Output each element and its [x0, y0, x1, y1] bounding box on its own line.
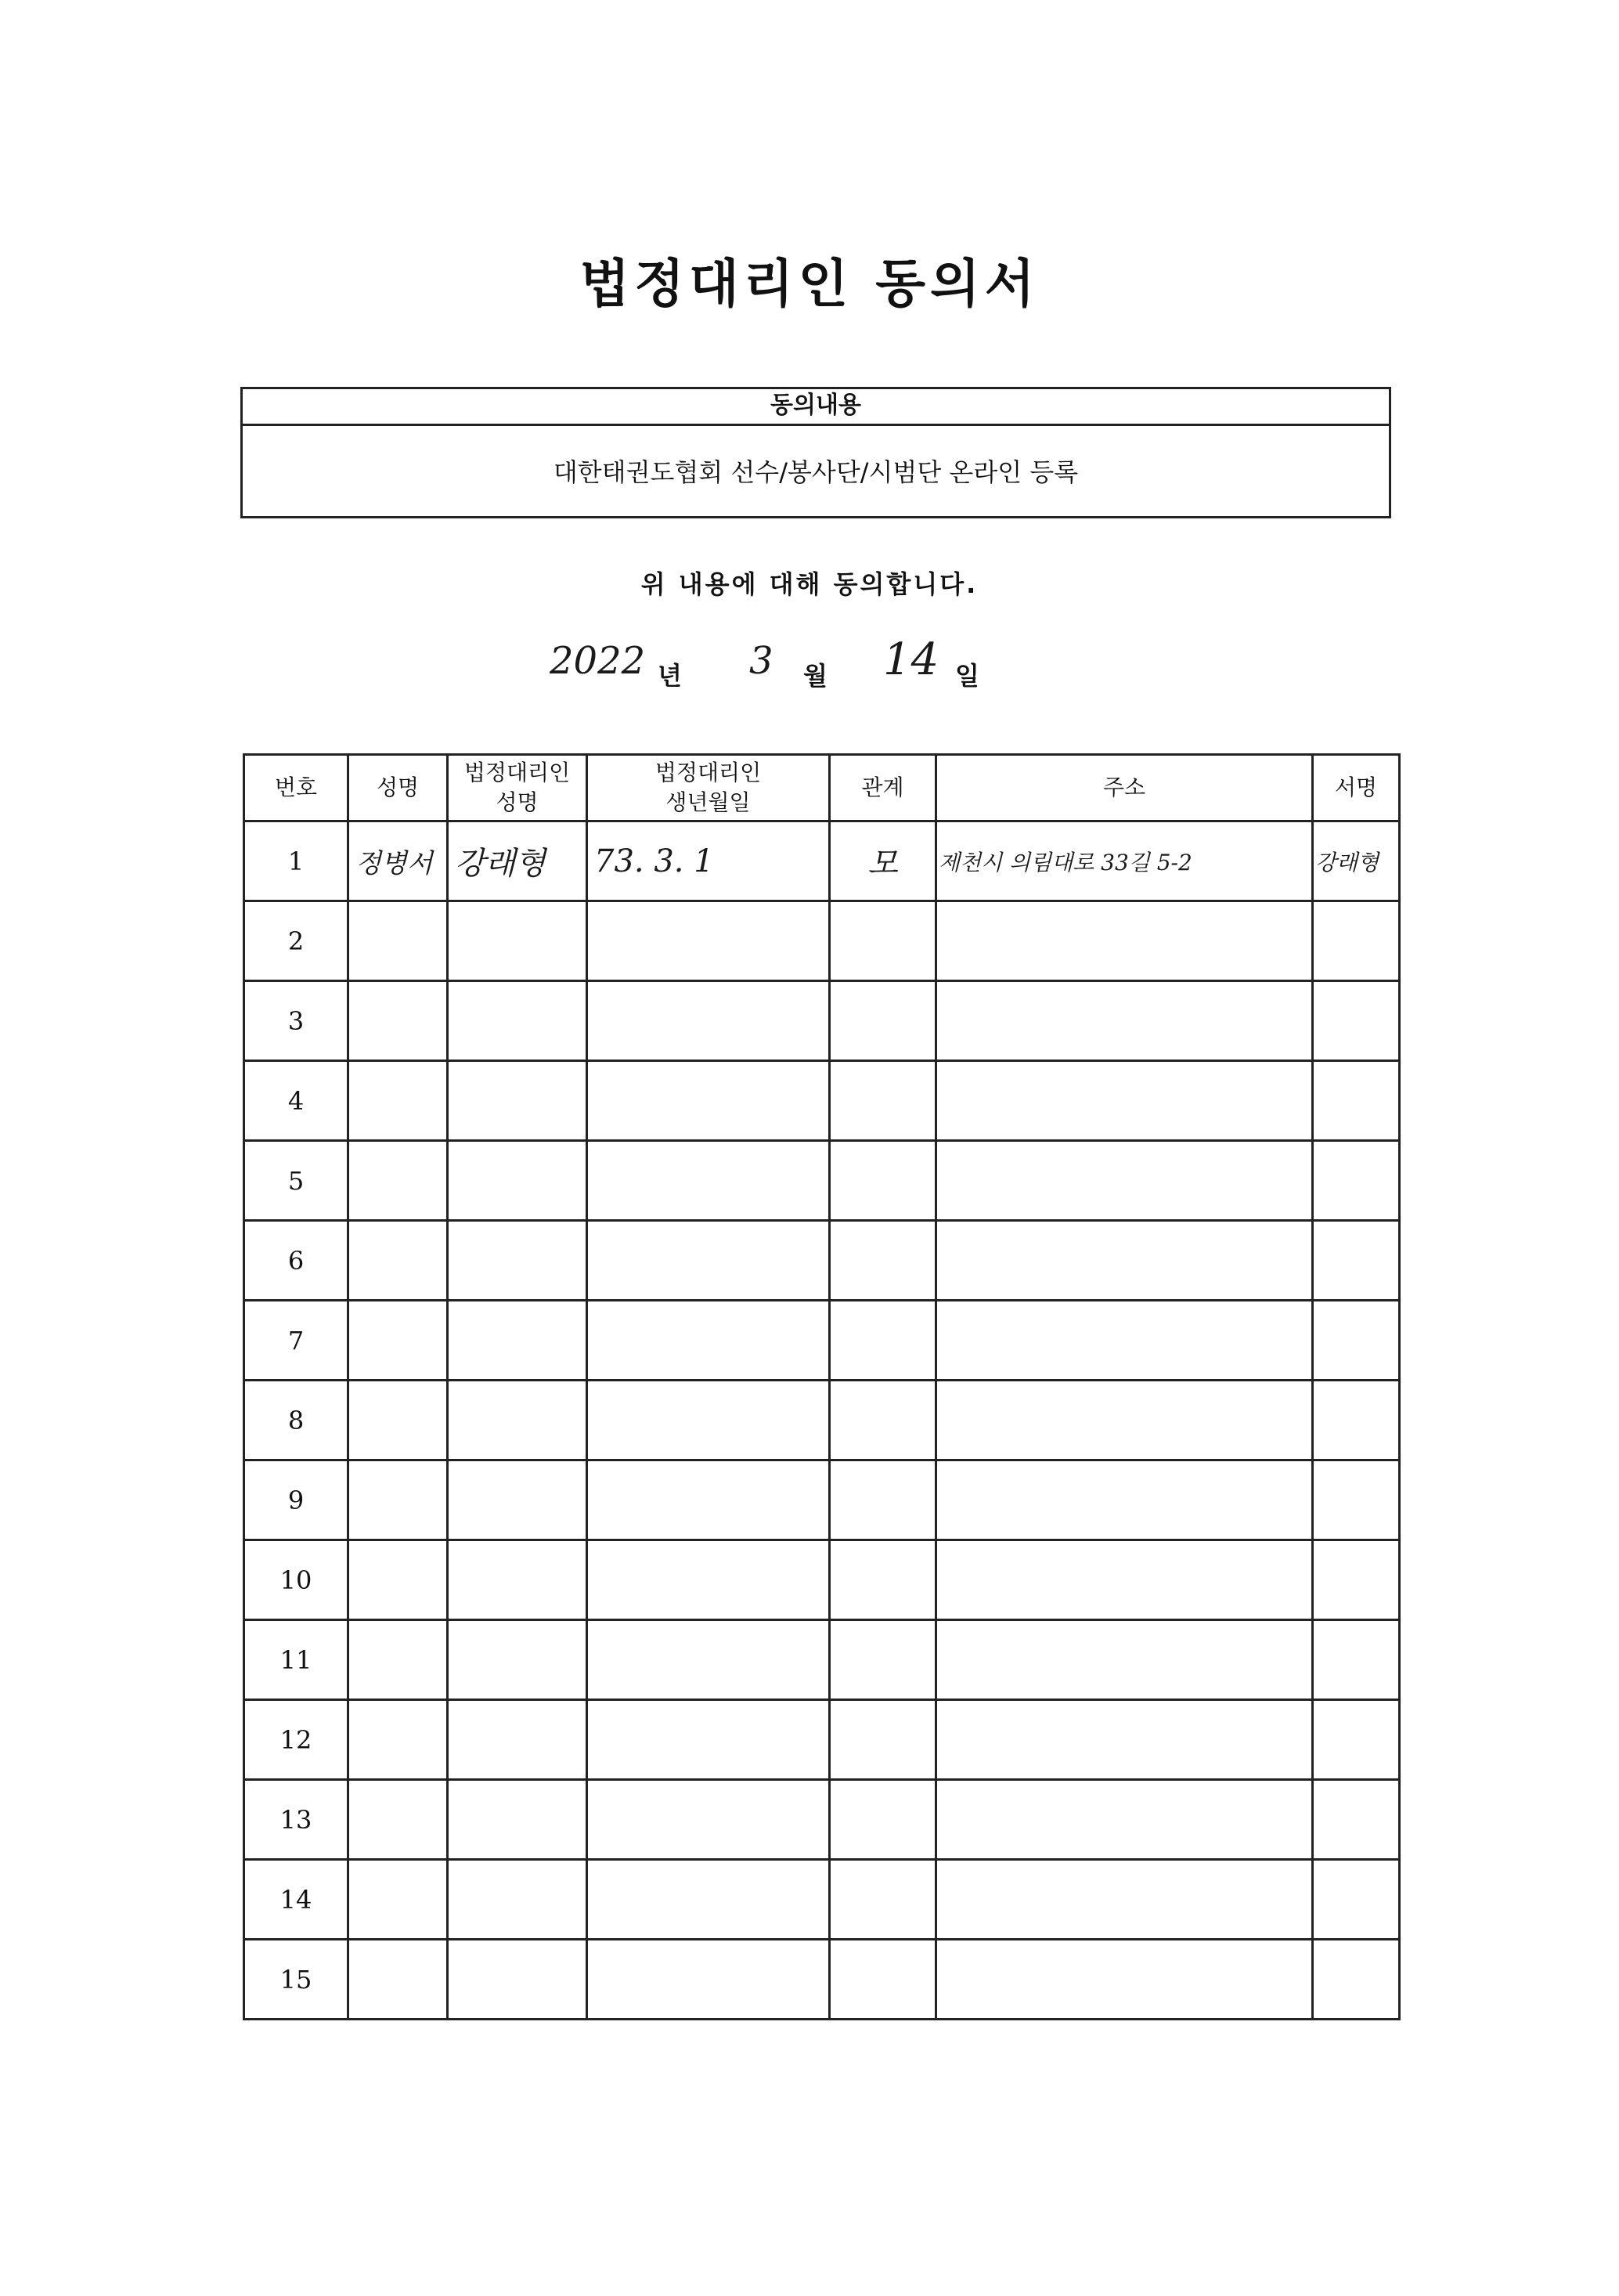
cell-signature — [1313, 1940, 1400, 2020]
cell-name — [348, 1301, 448, 1381]
cell-name — [348, 1221, 448, 1301]
cell-address — [936, 1061, 1313, 1141]
cell-address: 제천시 의림대로 33길 5-2 — [936, 821, 1313, 901]
page-title: 법정대리인 동의서 — [579, 254, 1040, 314]
cell-name — [348, 1460, 448, 1540]
cell-relation — [830, 1540, 936, 1620]
date-row — [532, 634, 1080, 697]
cell-name — [348, 1700, 448, 1780]
cell-guardian-name — [448, 1780, 587, 1860]
header-guardian-name: 법정대리인 성명 — [448, 755, 587, 821]
cell-address — [936, 1620, 1313, 1700]
table-row — [244, 1381, 1400, 1460]
cell-relation — [830, 1460, 936, 1540]
cell-address — [936, 1301, 1313, 1381]
date-day-unit: 일 — [955, 661, 979, 691]
cell-guardian-name — [448, 1221, 587, 1301]
cell-address — [936, 1540, 1313, 1620]
cell-name — [348, 901, 448, 981]
cell-name: 정병서 — [348, 821, 448, 901]
cell-name — [348, 1940, 448, 2020]
cell-name — [348, 1780, 448, 1860]
cell-relation — [830, 1780, 936, 1860]
cell-no: 10 — [244, 1540, 348, 1620]
cell-relation — [830, 1381, 936, 1460]
cell-no: 6 — [244, 1221, 348, 1301]
table-row — [244, 1221, 1400, 1301]
cell-name — [348, 1381, 448, 1460]
cell-guardian-name — [448, 1381, 587, 1460]
cell-guardian-name — [448, 1860, 587, 1940]
cell-guardian-birth — [587, 1860, 830, 1940]
cell-guardian-birth — [587, 1141, 830, 1221]
table-row — [244, 1860, 1400, 1940]
table-row — [244, 1061, 1400, 1141]
cell-guardian-birth — [587, 1301, 830, 1381]
table-row — [244, 1620, 1400, 1700]
cell-address — [936, 1940, 1313, 2020]
table-row — [244, 1700, 1400, 1780]
date-year: 2022 — [550, 639, 646, 683]
cell-signature — [1313, 1540, 1400, 1620]
cell-name — [348, 1540, 448, 1620]
table-row — [244, 981, 1400, 1061]
agreement-statement: 위 내용에 대해 동의합니다. — [640, 569, 979, 599]
cell-signature — [1313, 1061, 1400, 1141]
cell-guardian-birth — [587, 1061, 830, 1141]
cell-no: 9 — [244, 1460, 348, 1540]
cell-signature — [1313, 901, 1400, 981]
cell-address — [936, 1860, 1313, 1940]
cell-no: 13 — [244, 1780, 348, 1860]
date-year-unit: 년 — [658, 661, 682, 691]
cell-no: 11 — [244, 1620, 348, 1700]
cell-name — [348, 1141, 448, 1221]
header-address: 주소 — [936, 755, 1313, 821]
cell-no: 4 — [244, 1061, 348, 1141]
cell-signature — [1313, 1780, 1400, 1860]
cell-relation — [830, 1700, 936, 1780]
header-signature: 서명 — [1313, 755, 1400, 821]
consent-box — [240, 387, 1391, 518]
cell-relation — [830, 1301, 936, 1381]
cell-relation — [830, 981, 936, 1061]
cell-address — [936, 981, 1313, 1061]
cell-relation — [830, 1940, 936, 2020]
cell-guardian-birth — [587, 1221, 830, 1301]
cell-signature — [1313, 1381, 1400, 1460]
cell-no: 3 — [244, 981, 348, 1061]
cell-signature — [1313, 981, 1400, 1061]
cell-guardian-name — [448, 901, 587, 981]
cell-relation — [830, 1860, 936, 1940]
cell-guardian-name — [448, 1460, 587, 1540]
table-row — [244, 901, 1400, 981]
cell-guardian-birth: 73. 3. 1 — [587, 821, 830, 901]
cell-no: 8 — [244, 1381, 348, 1460]
cell-guardian-name — [448, 1061, 587, 1141]
cell-address — [936, 1700, 1313, 1780]
cell-name — [348, 1620, 448, 1700]
consent-content: 대한태권도협회 선수/봉사단/시범단 온라인 등록 — [553, 457, 1079, 487]
cell-no: 14 — [244, 1860, 348, 1940]
cell-guardian-name — [448, 1540, 587, 1620]
table-row — [244, 1940, 1400, 2020]
cell-address — [936, 1460, 1313, 1540]
registration-table — [243, 753, 1401, 2020]
cell-guardian-birth — [587, 1700, 830, 1780]
table-row — [244, 1141, 1400, 1221]
table-row — [244, 821, 1400, 901]
cell-guardian-name — [448, 1940, 587, 2020]
cell-signature — [1313, 1700, 1400, 1780]
cell-no: 2 — [244, 901, 348, 981]
cell-guardian-birth — [587, 1940, 830, 2020]
cell-signature — [1313, 1860, 1400, 1940]
cell-signature — [1313, 1221, 1400, 1301]
header-no: 번호 — [244, 755, 348, 821]
cell-guardian-name: 강래형 — [448, 821, 587, 901]
cell-relation — [830, 901, 936, 981]
cell-no: 1 — [244, 821, 348, 901]
table-row — [244, 1301, 1400, 1381]
cell-guardian-name — [448, 1141, 587, 1221]
cell-no: 5 — [244, 1141, 348, 1221]
cell-guardian-birth — [587, 1460, 830, 1540]
cell-name — [348, 1061, 448, 1141]
cell-relation — [830, 1620, 936, 1700]
cell-address — [936, 1381, 1313, 1460]
cell-address — [936, 1780, 1313, 1860]
cell-guardian-name — [448, 1301, 587, 1381]
cell-guardian-birth — [587, 1540, 830, 1620]
header-name: 성명 — [348, 755, 448, 821]
cell-relation: 모 — [830, 821, 936, 901]
cell-guardian-name — [448, 1620, 587, 1700]
header-relation: 관계 — [830, 755, 936, 821]
cell-guardian-birth — [587, 1780, 830, 1860]
cell-no: 7 — [244, 1301, 348, 1381]
cell-address — [936, 1221, 1313, 1301]
cell-address — [936, 901, 1313, 981]
cell-relation — [830, 1141, 936, 1221]
cell-guardian-birth — [587, 901, 830, 981]
cell-guardian-birth — [587, 981, 830, 1061]
date-day: 14 — [883, 634, 939, 685]
cell-address — [936, 1141, 1313, 1221]
header-guardian-birth: 법정대리인 생년월일 — [587, 755, 830, 821]
cell-signature: 강래형 — [1313, 821, 1400, 901]
cell-relation — [830, 1061, 936, 1141]
cell-signature — [1313, 1620, 1400, 1700]
cell-no: 15 — [244, 1940, 348, 2020]
table-body — [244, 821, 1400, 2020]
table-row — [244, 1460, 1400, 1540]
cell-guardian-birth — [587, 1381, 830, 1460]
date-month: 3 — [749, 639, 773, 683]
cell-relation — [830, 1221, 936, 1301]
cell-no: 12 — [244, 1700, 348, 1780]
date-month-unit: 월 — [803, 661, 828, 691]
cell-guardian-name — [448, 981, 587, 1061]
cell-signature — [1313, 1301, 1400, 1381]
consent-header: 동의내용 — [243, 389, 1389, 426]
cell-signature — [1313, 1141, 1400, 1221]
table-row — [244, 1540, 1400, 1620]
table-header-row — [244, 755, 1400, 821]
cell-signature — [1313, 1460, 1400, 1540]
table-row — [244, 1780, 1400, 1860]
cell-guardian-name — [448, 1700, 587, 1780]
cell-name — [348, 1860, 448, 1940]
cell-name — [348, 981, 448, 1061]
cell-guardian-birth — [587, 1620, 830, 1700]
